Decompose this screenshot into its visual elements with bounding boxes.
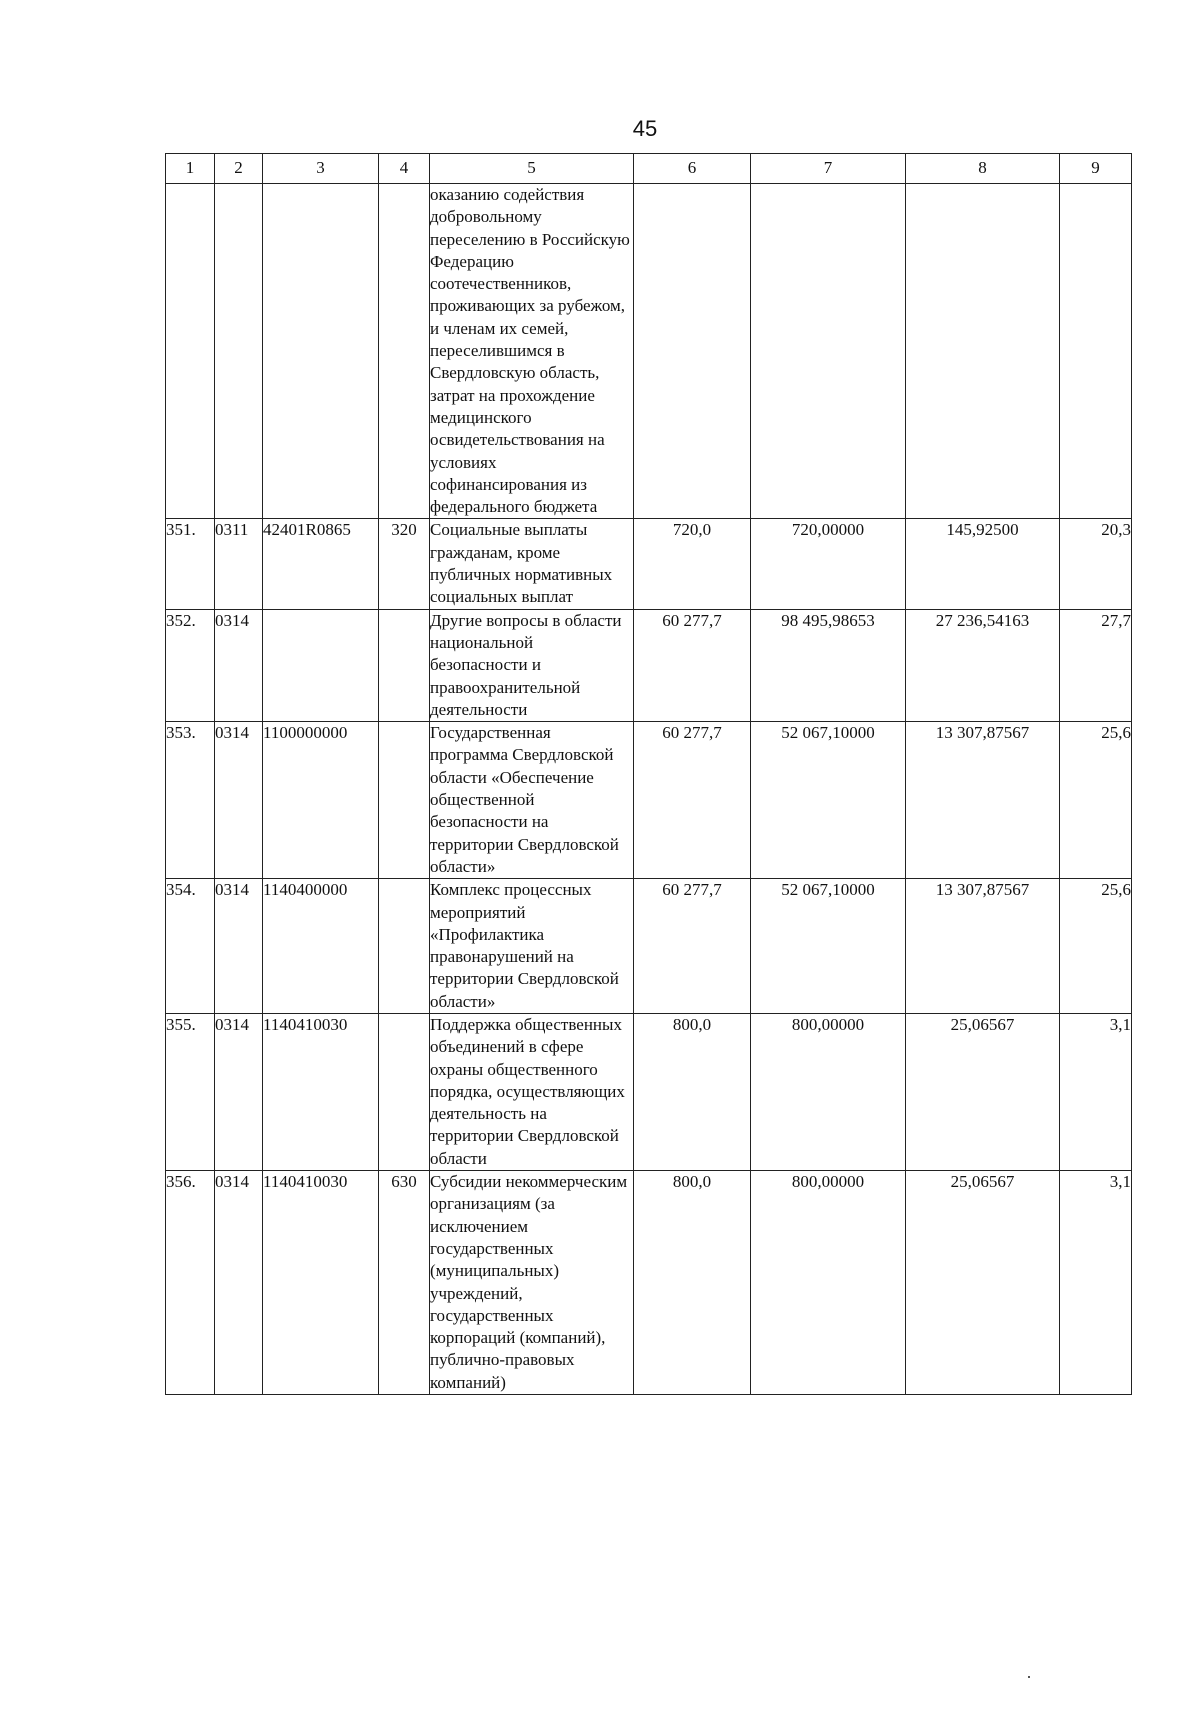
table-row xyxy=(166,722,1132,879)
execution-percent: 25,6 xyxy=(1060,879,1132,1014)
section-code xyxy=(215,184,263,519)
column-header: 6 xyxy=(634,154,751,184)
budget-amount: 52 067,10000 xyxy=(751,722,906,879)
column-header: 1 xyxy=(166,154,215,184)
target-article-code: 42401R0865 xyxy=(263,519,379,609)
table-row xyxy=(166,1013,1132,1170)
approved-amount: 800,0 xyxy=(634,1013,751,1170)
item-name: Государственная программа Свердловской области «Обеспечение общественной безопасности на территории Свердловской области» xyxy=(430,722,634,879)
scan-speck xyxy=(1028,1676,1030,1678)
approved-amount: 800,0 xyxy=(634,1171,751,1395)
header-row xyxy=(166,154,1132,184)
column-header: 9 xyxy=(1060,154,1132,184)
budget-table xyxy=(165,153,1132,1395)
table-row xyxy=(166,879,1132,1014)
section-code: 0311 xyxy=(215,519,263,609)
budget-amount: 800,00000 xyxy=(751,1171,906,1395)
expense-type-code xyxy=(379,609,430,721)
expense-type-code xyxy=(379,722,430,879)
column-header: 3 xyxy=(263,154,379,184)
expense-type-code xyxy=(379,184,430,519)
budget-amount: 720,00000 xyxy=(751,519,906,609)
section-code: 0314 xyxy=(215,1171,263,1395)
item-name: Комплекс процессных мероприятий «Профилактика правонарушений на территории Свердловской области» xyxy=(430,879,634,1014)
column-header: 8 xyxy=(906,154,1060,184)
table-row xyxy=(166,1171,1132,1395)
page-number: 45 xyxy=(632,116,658,141)
item-name: Другие вопросы в области национальной безопасности и правоохранительной деятельности xyxy=(430,609,634,721)
row-number: 355. xyxy=(166,1013,215,1170)
section-code: 0314 xyxy=(215,879,263,1014)
row-number: 353. xyxy=(166,722,215,879)
execution-percent: 3,1 xyxy=(1060,1013,1132,1170)
table-row xyxy=(166,519,1132,609)
table-body xyxy=(166,184,1132,1395)
section-code: 0314 xyxy=(215,722,263,879)
budget-amount: 800,00000 xyxy=(751,1013,906,1170)
budget-amount: 52 067,10000 xyxy=(751,879,906,1014)
row-number: 351. xyxy=(166,519,215,609)
item-name: оказанию содействия добровольному переселению в Российскую Федерацию соотечественников, проживающих за рубежом, и членам их семей, переселившимся в Свердловскую область, затрат на прохождение медицинского освидетельствования на условиях софинансирования из федерального бюджета xyxy=(430,184,634,519)
execution-percent: 3,1 xyxy=(1060,1171,1132,1395)
expense-type-code xyxy=(379,879,430,1014)
target-article-code: 1100000000 xyxy=(263,722,379,879)
approved-amount xyxy=(634,184,751,519)
column-header: 4 xyxy=(379,154,430,184)
expense-type-code: 320 xyxy=(379,519,430,609)
execution-percent: 27,7 xyxy=(1060,609,1132,721)
item-name: Субсидии некоммерческим организациям (за исключением государственных (муниципальных) учреждений, государственных корпораций (компаний), публично-правовых компаний) xyxy=(430,1171,634,1395)
target-article-code: 1140410030 xyxy=(263,1013,379,1170)
executed-amount: 27 236,54163 xyxy=(906,609,1060,721)
row-number: 354. xyxy=(166,879,215,1014)
item-name: Социальные выплаты гражданам, кроме публичных нормативных социальных выплат xyxy=(430,519,634,609)
item-name: Поддержка общественных объединений в сфере охраны общественного порядка, осуществляющих деятельность на территории Свердловской области xyxy=(430,1013,634,1170)
approved-amount: 60 277,7 xyxy=(634,879,751,1014)
row-number: 356. xyxy=(166,1171,215,1395)
table-row xyxy=(166,609,1132,721)
table-header xyxy=(166,154,1132,184)
row-number xyxy=(166,184,215,519)
section-code: 0314 xyxy=(215,609,263,721)
execution-percent: 20,3 xyxy=(1060,519,1132,609)
row-number: 352. xyxy=(166,609,215,721)
approved-amount: 60 277,7 xyxy=(634,609,751,721)
target-article-code xyxy=(263,609,379,721)
expense-type-code: 630 xyxy=(379,1171,430,1395)
target-article-code: 1140410030 xyxy=(263,1171,379,1395)
executed-amount: 25,06567 xyxy=(906,1171,1060,1395)
table-row xyxy=(166,184,1132,519)
target-article-code xyxy=(263,184,379,519)
execution-percent: 25,6 xyxy=(1060,722,1132,879)
approved-amount: 60 277,7 xyxy=(634,722,751,879)
executed-amount: 145,92500 xyxy=(906,519,1060,609)
executed-amount xyxy=(906,184,1060,519)
executed-amount: 13 307,87567 xyxy=(906,722,1060,879)
budget-amount: 98 495,98653 xyxy=(751,609,906,721)
execution-percent xyxy=(1060,184,1132,519)
column-header: 5 xyxy=(430,154,634,184)
section-code: 0314 xyxy=(215,1013,263,1170)
column-header: 7 xyxy=(751,154,906,184)
column-header: 2 xyxy=(215,154,263,184)
expense-type-code xyxy=(379,1013,430,1170)
approved-amount: 720,0 xyxy=(634,519,751,609)
budget-amount xyxy=(751,184,906,519)
target-article-code: 1140400000 xyxy=(263,879,379,1014)
executed-amount: 13 307,87567 xyxy=(906,879,1060,1014)
executed-amount: 25,06567 xyxy=(906,1013,1060,1170)
